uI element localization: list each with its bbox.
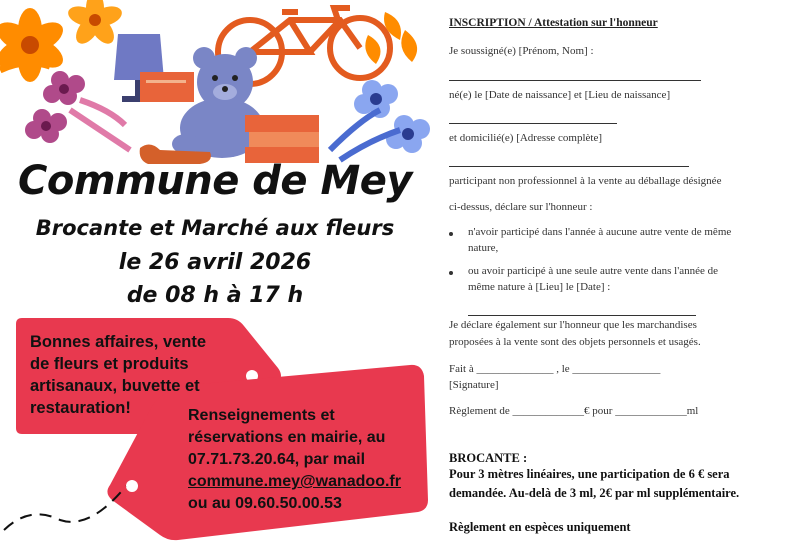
tag-2-text	[188, 405, 433, 515]
address-blank[interactable]	[449, 158, 689, 170]
bullet-2-line-a: ou avoir participé à une seule autre vente dans l'année de	[468, 265, 718, 277]
place-date-blank[interactable]	[468, 307, 696, 319]
declaration-line-b: proposées à la vente sont des objets personnels et usagés.	[449, 336, 701, 348]
tag-1-line: Bonnes affaires, vente	[30, 333, 207, 351]
tag-2-line: 07.71.73.20.64, par mail	[188, 451, 366, 468]
blue-flower-icon	[330, 80, 430, 160]
brocante-line-2: demandée. Au-delà de 3 ml, 2€ par ml supplémentaire.	[449, 486, 740, 500]
name-blank[interactable]	[449, 72, 701, 84]
poster-subtitle: Brocante et Marché aux fleurs	[35, 216, 395, 240]
books-icon	[245, 115, 319, 163]
payment-note: Règlement en espèces uniquement	[449, 520, 631, 534]
bullet-dot	[449, 232, 453, 236]
tag-1-line: artisanaux, buvette et	[30, 377, 200, 395]
fait-a-line[interactable]: Fait à ______________ , le ________________	[449, 363, 661, 375]
orange-flower-icon	[0, 0, 124, 82]
brocante-line-1: Pour 3 mètres linéaires, une participation de 6 € sera	[449, 467, 730, 481]
tag-2-line: réservations en mairie, au	[188, 429, 386, 446]
email-link[interactable]: commune.mey@wanadoo.fr	[188, 473, 401, 490]
birth-label: né(e) le [Date de naissance] et [Lieu de naissance]	[449, 89, 671, 101]
birth-blank[interactable]	[449, 115, 617, 127]
bullet-2-line-b: même nature à [Lieu] le [Date] :	[468, 281, 611, 293]
bullet-1-line-b: nature,	[468, 242, 499, 254]
declare-text: ci-dessus, déclare sur l'honneur :	[449, 201, 593, 213]
reglement-line[interactable]: Règlement de _____________€ pour _____________ml	[449, 405, 699, 417]
tag-2-line: Renseignements et	[188, 407, 335, 424]
name-label: Je soussigné(e) [Prénom, Nom] :	[449, 45, 594, 57]
signature-label: [Signature]	[449, 379, 499, 391]
tag-1-line: restauration!	[30, 399, 131, 417]
phone-line: ou au 09.60.50.00.53	[188, 495, 342, 512]
address-label: et domicilié(e) [Adresse complète]	[449, 132, 603, 144]
participant-text: participant non professionnel à la vente au déballage désignée	[449, 175, 722, 187]
poster-date: le 26 avril 2026	[118, 250, 312, 275]
purple-flower-icon	[25, 71, 130, 150]
brocante-title: BROCANTE :	[449, 451, 528, 465]
declaration-line-a: Je déclare également sur l'honneur que les marchandises	[449, 319, 697, 331]
illustration	[0, 0, 430, 170]
bullet-dot	[449, 271, 453, 275]
poster-title: Commune de Mey	[18, 158, 412, 204]
bullet-1-line-a: n'avoir participé dans l'année à aucune autre vente de même	[468, 226, 732, 238]
crate-icon	[140, 72, 194, 102]
form-title: INSCRIPTION / Attestation sur l'honneur	[449, 17, 658, 29]
poster-hours: de 08 h à 17 h	[126, 283, 304, 308]
tag-1-line: de fleurs et produits	[30, 355, 189, 373]
